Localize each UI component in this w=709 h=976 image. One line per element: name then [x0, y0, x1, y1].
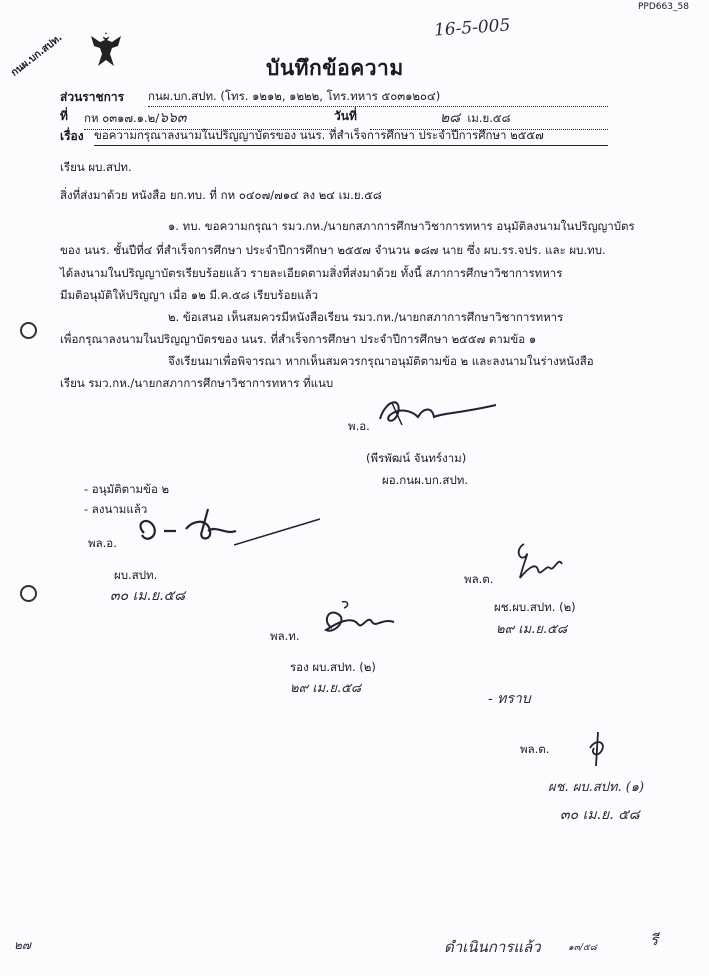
- approver1-date: ๓๐ เม.ย.๕๘: [110, 588, 186, 604]
- subject-value: ขอความกรุณาลงนามในปริญญาบัตรของ นนร. ที่สำเร็จการศึกษา ประจำปีการศึกษา ๒๕๕๗: [94, 127, 608, 146]
- approver4-position: ผช. ผบ.สปท. (๑): [548, 780, 645, 795]
- approver3-signature: [318, 598, 398, 644]
- signer-signature: [372, 395, 502, 435]
- approver1-rank: พล.อ.: [88, 536, 117, 550]
- approver1-signature: [124, 505, 324, 555]
- closing-line2: เรียน รมว.กห./นายกสภาการศึกษาวิชาการทหาร ที่แนบ: [60, 376, 334, 390]
- approver4-rank: พล.ต.: [520, 742, 550, 756]
- para1-line2: ของ นนร. ชั้นปีที่๔ ที่สำเร็จการศึกษา ประจำปีการศึกษา ๒๕๕๗ จำนวน ๑๘๗ นาย ซึ่ง ผบ.รร.จปร. และ ผบ.ทบ.: [60, 243, 606, 257]
- para2-line1: ๒. ข้อเสนอ เห็นสมควรมีหนังสือเรียน รมว.กห./นายกสภาการศึกษาวิชาการทหาร: [168, 310, 564, 324]
- corner-stamp: กนผ.บก.สปท.: [9, 32, 65, 79]
- signer-position: ผอ.กนผ.บก.สปท.: [382, 473, 468, 487]
- salutation: เรียน ผบ.สปท.: [60, 160, 132, 174]
- para1-line3: ได้ลงนามในปริญญาบัตรเรียบร้อยแล้ว รายละเอียดตามสิ่งที่ส่งมาด้วย ทั้งนี้ สภาการศึกษาวิชาการทหาร: [60, 266, 563, 280]
- approver4-date: ๓๐ เม.ย. ๕๘: [560, 807, 640, 823]
- ref-hand: ๖๖๓: [159, 110, 187, 126]
- para1-line4: มีมติอนุมัติให้ปริญญา เมื่อ ๑๒ มี.ค.๕๘ เรียบร้อยแล้ว: [60, 288, 319, 302]
- approver3-date: ๒๙ เม.ย.๕๘: [290, 681, 361, 696]
- agency-label: ส่วนราชการ: [60, 90, 125, 104]
- closing-line1: จึงเรียนมาเพื่อพิจารณา หากเห็นสมควรกรุณาอนุมัติตามข้อ ๒ และลงนามในร่างหนังสือ: [168, 354, 594, 368]
- approver2-rank: พล.ต.: [464, 572, 494, 586]
- footer-left-mark: ๒๗: [14, 938, 31, 952]
- approver4-signature: [584, 730, 614, 770]
- footer-ref: ๑๓/๕๘: [568, 943, 597, 953]
- para2-line2: เพื่อกรุณาลงนามในปริญญาบัตรของ นนร. ที่สำเร็จการศึกษา ประจำปีการศึกษา ๒๕๕๗ ตามข้อ ๑: [60, 332, 537, 346]
- subject-label: เรื่อง: [60, 129, 84, 143]
- date-day: ๒๘: [440, 110, 461, 126]
- approver4-note: - ทราบ: [488, 691, 531, 707]
- handwritten-ref: 16-5-005: [433, 15, 511, 41]
- punch-hole: [20, 585, 37, 602]
- garuda-emblem-icon: [88, 30, 124, 70]
- memo-title: บันทึกข้อความ: [266, 56, 404, 80]
- footer-handwritten-note: ดำเนินการแล้ว: [444, 938, 541, 956]
- signer-rank: พ.อ.: [348, 419, 370, 433]
- approver2-position: ผช.ผบ.สปท. (๒): [494, 600, 576, 614]
- doc-code: PPD663_58: [638, 2, 689, 12]
- footer-right-mark: รี: [650, 931, 659, 949]
- date-label: วันที่: [334, 109, 357, 123]
- ref-label: ที่: [60, 109, 68, 123]
- approval-note-1: - อนุมัติตามข้อ ๒: [84, 482, 170, 496]
- para1-line1: ๑. ทบ. ขอความกรุณา รมว.กห./นายกสภาการศึกษาวิชาการทหาร อนุมัติลงนามในปริญญาบัตร: [168, 219, 635, 233]
- approver2-date: ๒๙ เม.ย.๕๘: [496, 622, 567, 637]
- punch-hole: [20, 322, 37, 339]
- ref-number: กห ๐๓๑๗.๑.๒/: [84, 111, 160, 125]
- approver3-position: รอง ผบ.สปท. (๒): [290, 660, 376, 674]
- approval-note-2: - ลงนามแล้ว: [84, 502, 148, 516]
- approver3-rank: พล.ท.: [270, 629, 300, 643]
- agency-value: กนผ.บก.สปท. (โทร. ๑๒๑๒, ๑๒๒๒, โทร.ทหาร ๕๐๓๑๒๐๔): [148, 88, 608, 107]
- signer-name: (พีรพัฒน์ จันทร์งาม): [366, 451, 467, 465]
- approver1-position: ผบ.สปท.: [114, 568, 158, 582]
- date-month: เม.ย.๕๘: [467, 111, 511, 125]
- approver2-signature: [510, 538, 570, 588]
- enclosure: สิ่งที่ส่งมาด้วย หนังสือ ยก.ทบ. ที่ กห ๐๔๐๗/๗๑๔ ลง ๒๔ เม.ย.๕๘: [60, 188, 382, 202]
